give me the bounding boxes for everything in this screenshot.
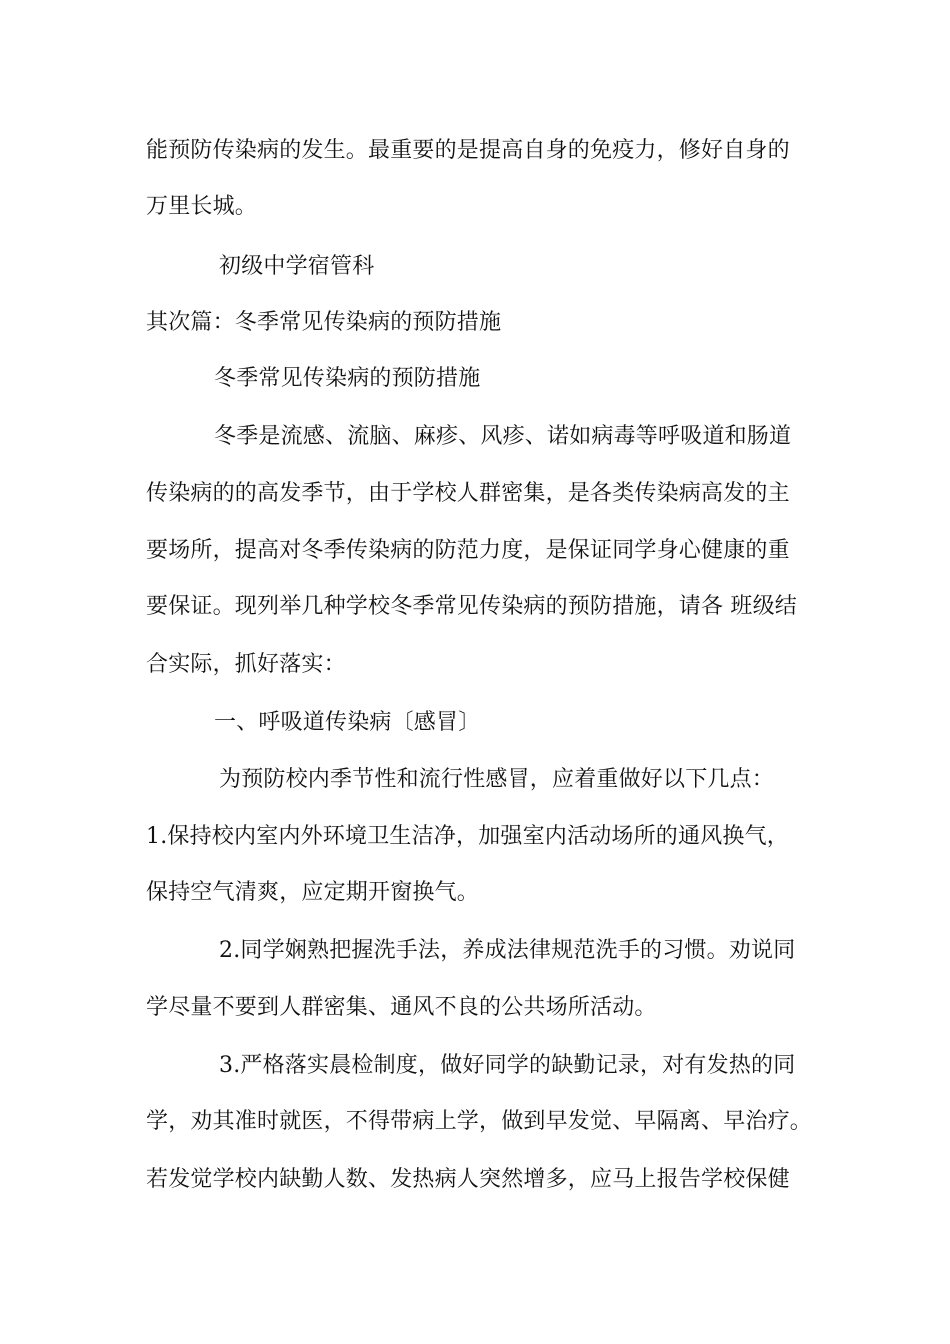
list-item-1: 1.保持校内室内外环境卫生洁净，加强室内活动场所的通风换气， [146, 824, 789, 849]
list-item-2: 2.同学娴熟把握洗手法，养成法律规范洗手的习惯。劝说同 [219, 938, 796, 963]
text-line: 学，劝其准时就医，不得带病上学，做到早发觉、早隔离、早治疗。 [146, 1109, 813, 1134]
text-line: 冬季是流感、流脑、麻疹、风疹、诺如病毒等呼吸道和肠道 [214, 424, 792, 449]
text-line: 要保证。现列举几种学校冬季常见传染病的预防措施，请各 班级结 [146, 594, 797, 619]
text-line: 要场所，提高对冬季传染病的防范力度，是保证同学身心健康的重 [146, 538, 790, 563]
text-line: 合实际，抓好落实： [146, 652, 346, 677]
text-line: 传染病的的高发季节，由于学校人群密集，是各类传染病高发的主 [146, 481, 790, 506]
section-title: 其次篇：冬季常见传染病的预防措施 [146, 310, 502, 335]
text-line: 万里长城。 [146, 194, 258, 219]
text-line: 能预防传染病的发生。最重要的是提高自身的免疫力，修好自身的 [146, 138, 790, 163]
text-line: 保持空气清爽，应定期开窗换气。 [146, 880, 480, 905]
subsection-heading: 一、呼吸道传染病〔感冒〕 [214, 710, 481, 735]
text-line: 若发觉学校内缺勤人数、发热病人突然增多，应马上报告学校保健 [146, 1167, 790, 1192]
signature-department: 初级中学宿管科 [219, 254, 375, 279]
text-line: 学尽量不要到人群密集、通风不良的公共场所活动。 [146, 995, 657, 1020]
list-item-3: 3.严格落实晨检制度，做好同学的缺勤记录，对有发热的同 [219, 1053, 796, 1078]
article-heading: 冬季常见传染病的预防措施 [214, 366, 481, 391]
text-line: 为预防校内季节性和流行性感冒，应着重做好以下几点： [219, 767, 775, 792]
